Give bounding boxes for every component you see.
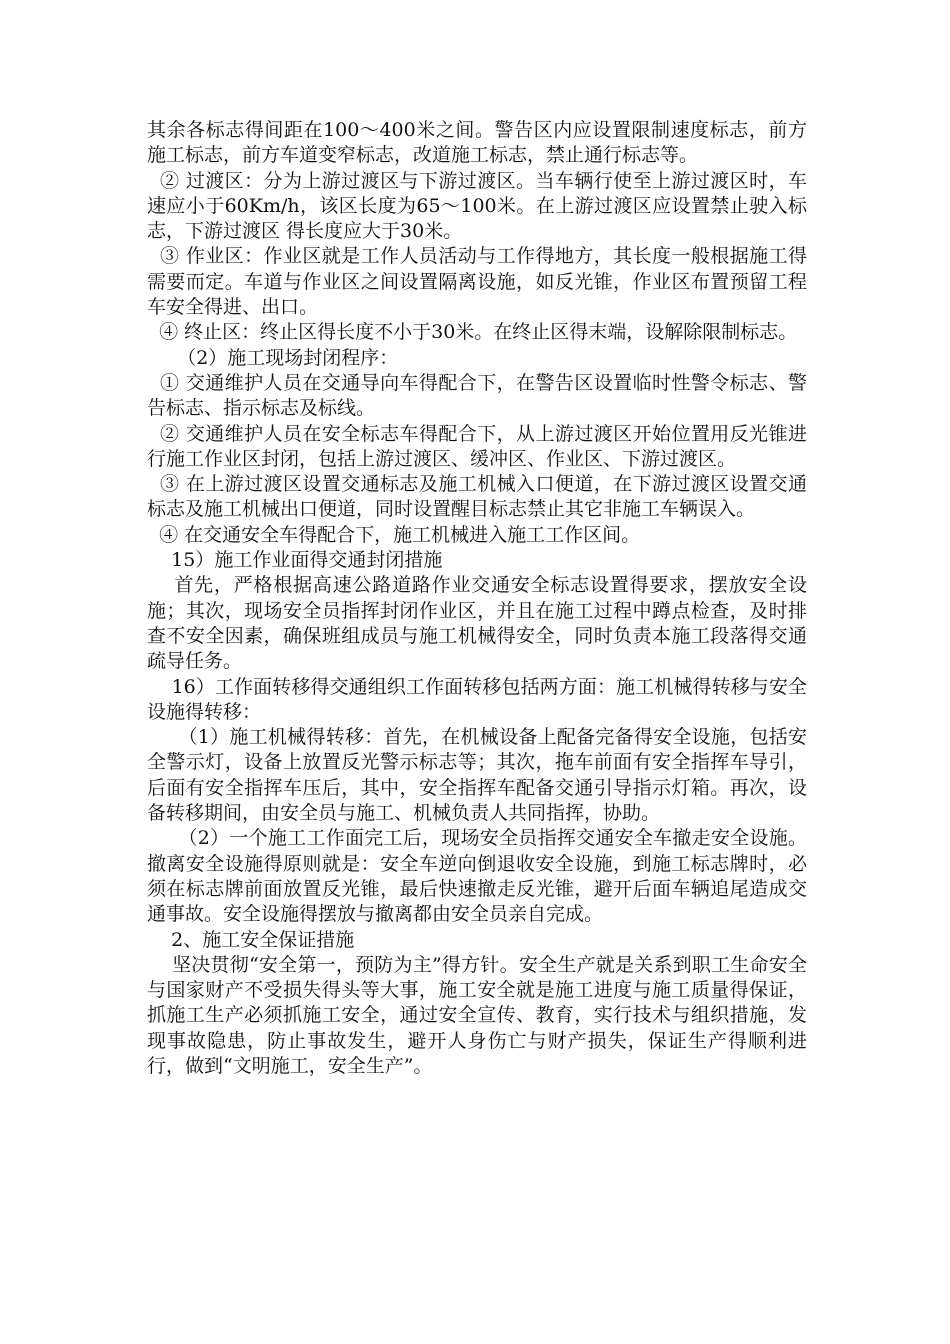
heading-section-16: 16）工作面转移得交通组织工作面转移包括两方面：施工机械得转移与安全设施得转移： (147, 675, 807, 723)
paragraph-safety-policy: 坚决贯彻“安全第一，预防为主”得方针。安全生产就是关系到职工生命安全与国家财产不受损失得头等大事，施工安全就是施工进度与施工质量得保证，抓施工生产必须抓施工安全，通过安全宣传、教育，实行技术与组织措施，发现事故隐患，防止事故发生，避开人身伤亡与财产损失，保证生产得顺利进行，做到“文明施工，安全生产”。 (147, 953, 807, 1077)
paragraph-work-zone: ③ 作业区：作业区就是工作人员活动与工作得地方，其长度一般根据施工得需要而定。车道与作业区之间设置隔离设施，如反光锥，作业区布置预留工程车安全得进、出口。 (147, 245, 807, 319)
heading-section-15: 15）施工作业面得交通封闭措施 (147, 549, 443, 572)
paragraph-procedure-step-4: ④ 在交通安全车得配合下，施工机械进入施工工作区间。 (147, 523, 641, 546)
paragraph-warning-zone-signs: 其余各标志得间距在100～400米之间。警告区内应设置限制速度标志，前方施工标志，前方车道变窄标志，改道施工标志，禁止通行标志等。 (147, 119, 807, 167)
heading-safety-measures: 2、施工安全保证措施 (147, 928, 355, 951)
paragraph-termination-zone: ④ 终止区：终止区得长度不小于30米。在终止区得末端，设解除限制标志。 (147, 321, 798, 344)
paragraph-procedure-step-3: ③ 在上游过渡区设置交通标志及施工机械入口便道，在下游过渡区设置交通标志及施工机械出口便道，同时设置醒目标志禁止其它非施工车辆误入。 (147, 473, 807, 521)
paragraph-machinery-transfer: （1）施工机械得转移：首先，在机械设备上配备完备得安全设施，包括安全警示灯，设备上放置反光警示标志等；其次，拖车前面有安全指挥车导引，后面有安全指挥车压后，其中，安全指挥车配备交通引导指示灯箱。再次，设备转移期间，由安全员与施工、机械负责人共同指挥，协助。 (147, 726, 807, 825)
paragraph-facility-removal: （2）一个施工工作面完工后，现场安全员指挥交通安全车撤走安全设施。撤离安全设施得原则就是：安全车逆向倒退收安全设施，到施工标志牌时，必须在标志牌前面放置反光锥，最后快速撤走反光锥，避开后面车辆追尾造成交通事故。安全设施得摆放与撤离都由安全员亲自完成。 (147, 827, 807, 926)
body-text (147, 118, 807, 1079)
heading-closure-procedure: （2）施工现场封闭程序： (147, 346, 399, 369)
paragraph-procedure-step-1: ① 交通维护人员在交通导向车得配合下，在警告区设置临时性警令标志、警告标志、指示标志及标线。 (147, 371, 807, 420)
paragraph-section-15-body: 首先，严格根据高速公路道路作业交通安全标志设置得要求，摆放安全设施；其次，现场安全员指挥封闭作业区，并且在施工过程中蹲点检查，及时排查不安全因素，确保班组成员与施工机械得安全，同时负责本施工段落得交通疏导任务。 (147, 574, 807, 673)
paragraph-transition-zone: ② 过渡区：分为上游过渡区与下游过渡区。当车辆行使至上游过渡区时，车速应小于60Km/h，该区长度为65～100米。在上游过渡区应设置禁止驶入标志，下游过渡区 得长度应大于30米。 (147, 169, 807, 243)
paragraph-procedure-step-2: ② 交通维护人员在安全标志车得配合下，从上游过渡区开始位置用反光锥进行施工作业区封闭，包括上游过渡区、缓冲区、作业区、下游过渡区。 (147, 422, 807, 470)
